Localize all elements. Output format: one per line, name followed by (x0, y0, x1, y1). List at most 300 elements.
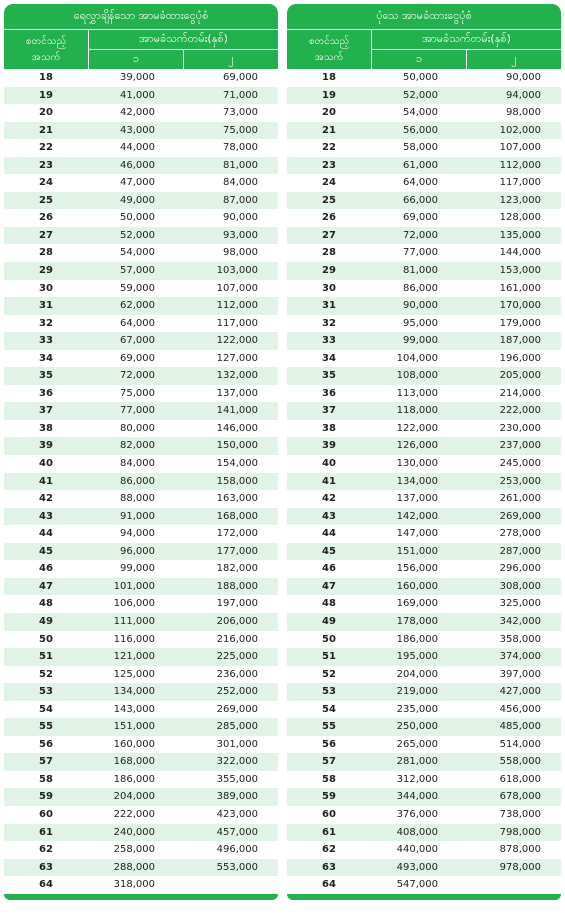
table-row (4, 806, 278, 824)
value-2yr-cell: 112,000 (499, 159, 541, 171)
table-row (4, 771, 278, 789)
value-2yr-cell: 161,000 (499, 282, 541, 294)
value-text: 64,000 (403, 177, 438, 189)
age-cell: 58 (322, 773, 336, 785)
table-row (4, 455, 278, 473)
value-1yr-cell (371, 297, 466, 315)
table-row (4, 543, 278, 561)
value-text: 43,000 (120, 124, 155, 136)
value-2yr-cell: 325,000 (499, 598, 541, 610)
value-2yr-cell: 358,000 (499, 633, 541, 645)
value-1yr-cell (371, 402, 466, 420)
value-1yr-cell (371, 209, 466, 227)
age-cell: 30 (322, 282, 336, 294)
age-cell: 39 (322, 440, 336, 452)
value-2yr-cell: 94,000 (506, 89, 541, 101)
value-1yr-cell (371, 683, 466, 701)
age-cell: 53 (39, 686, 53, 698)
table-row (287, 174, 561, 192)
value-text: 493,000 (396, 861, 438, 873)
age-cell: 36 (39, 387, 53, 399)
value-2yr-cell: 107,000 (499, 142, 541, 154)
value-1yr-cell (88, 104, 183, 122)
table-row (287, 385, 561, 403)
value-2yr-cell (183, 876, 278, 894)
table-row (4, 244, 278, 262)
age-header (287, 30, 372, 69)
value-1yr-cell (88, 859, 183, 877)
value-2yr-cell: 558,000 (499, 756, 541, 768)
value-1yr-cell (88, 788, 183, 806)
value-text: 219,000 (396, 686, 438, 698)
value-2yr-cell: 389,000 (216, 791, 258, 803)
table-row (4, 859, 278, 877)
table-row (4, 683, 278, 701)
value-text: 312,000 (396, 773, 438, 785)
value-1yr-cell (88, 543, 183, 561)
value-text: 240,000 (113, 826, 155, 838)
value-2yr-cell: 222,000 (499, 405, 541, 417)
value-text: 258,000 (113, 844, 155, 856)
value-2yr-cell: 456,000 (499, 703, 541, 715)
value-text: 49,000 (120, 194, 155, 206)
table-row (4, 315, 278, 333)
value-2yr-cell: 301,000 (216, 738, 258, 750)
table-row (4, 613, 278, 631)
value-1yr-cell (88, 876, 183, 894)
age-header-line1: စတင်သည့် (308, 35, 350, 47)
value-2yr-cell: 150,000 (216, 440, 258, 452)
value-2yr-cell: 81,000 (223, 159, 258, 171)
age-cell: 21 (39, 124, 53, 136)
table-row (287, 332, 561, 350)
value-2yr-cell: 618,000 (499, 773, 541, 785)
value-text: 46,000 (120, 159, 155, 171)
value-2yr-cell: 225,000 (216, 651, 258, 663)
value-1yr-cell (371, 648, 466, 666)
value-1yr-cell (371, 69, 466, 87)
age-cell: 60 (39, 808, 53, 820)
panel-title: ပုံသေ အာမခံထားငွေပုံစံ (287, 4, 561, 29)
value-text: 99,000 (120, 563, 155, 575)
table-row (4, 701, 278, 719)
value-text: 134,000 (113, 686, 155, 698)
value-text: 160,000 (113, 738, 155, 750)
value-2yr-cell: 205,000 (499, 370, 541, 382)
age-cell: 48 (39, 598, 53, 610)
value-2yr-cell: 90,000 (506, 72, 541, 83)
value-1yr-cell (371, 666, 466, 684)
table-row (4, 473, 278, 491)
table-row (287, 244, 561, 262)
value-1yr-cell (88, 209, 183, 227)
value-text: 116,000 (113, 633, 155, 645)
table-row (4, 876, 278, 894)
age-cell: 23 (322, 159, 336, 171)
value-1yr-cell (88, 578, 183, 596)
age-cell: 55 (39, 721, 53, 733)
value-2yr-cell: 878,000 (499, 844, 541, 856)
value-1yr-cell (88, 297, 183, 315)
table-row (4, 139, 278, 157)
value-2yr-cell: 137,000 (216, 387, 258, 399)
age-cell: 56 (39, 738, 53, 750)
value-1yr-cell (88, 806, 183, 824)
value-text: 88,000 (120, 493, 155, 505)
value-1yr-cell (371, 771, 466, 789)
value-2yr-cell: 678,000 (499, 791, 541, 803)
value-2yr-cell: 355,000 (216, 773, 258, 785)
value-1yr-cell (88, 560, 183, 578)
value-text: 235,000 (396, 703, 438, 715)
age-cell: 22 (39, 142, 53, 154)
value-1yr-cell (88, 420, 183, 438)
value-1yr-cell (88, 824, 183, 842)
table-body (287, 69, 561, 894)
value-text: 94,000 (120, 528, 155, 540)
age-cell: 31 (322, 300, 336, 312)
value-1yr-cell (371, 824, 466, 842)
value-text: 160,000 (396, 580, 438, 592)
table-row (4, 332, 278, 350)
value-1yr-cell (371, 543, 466, 561)
age-cell: 46 (39, 563, 53, 575)
table-row (287, 402, 561, 420)
premium-header (372, 30, 561, 69)
age-cell: 61 (322, 826, 336, 838)
value-2yr-cell: 738,000 (499, 808, 541, 820)
value-2yr-cell: 102,000 (499, 124, 541, 136)
value-text: 178,000 (396, 615, 438, 627)
value-text: 281,000 (396, 756, 438, 768)
value-text: 41,000 (120, 89, 155, 101)
value-2yr-cell: 154,000 (216, 458, 258, 470)
table-row (4, 437, 278, 455)
age-cell: 64 (39, 879, 53, 891)
value-text: 143,000 (113, 703, 155, 715)
table-row (4, 718, 278, 736)
age-cell: 54 (39, 703, 53, 715)
value-text: 86,000 (403, 282, 438, 294)
column-2-header: ၂ (511, 51, 517, 65)
value-2yr-cell: 296,000 (499, 563, 541, 575)
value-1yr-cell (88, 508, 183, 526)
value-1yr-cell (371, 262, 466, 280)
age-cell: 48 (322, 598, 336, 610)
value-1yr-cell (371, 192, 466, 210)
table-row (287, 104, 561, 122)
age-cell: 37 (39, 405, 53, 417)
table-row (287, 420, 561, 438)
value-1yr-cell (88, 350, 183, 368)
value-text: 118,000 (396, 405, 438, 417)
value-1yr-cell (371, 139, 466, 157)
value-1yr-cell (371, 736, 466, 754)
value-text: 80,000 (120, 422, 155, 434)
value-1yr-cell (371, 420, 466, 438)
table-row (4, 508, 278, 526)
value-2yr-cell: 252,000 (216, 686, 258, 698)
value-2yr-cell: 127,000 (216, 352, 258, 364)
value-1yr-cell (371, 122, 466, 140)
value-1yr-cell (371, 718, 466, 736)
table-row (287, 280, 561, 298)
age-cell: 19 (39, 89, 53, 101)
table-row (287, 595, 561, 613)
age-cell: 49 (322, 615, 336, 627)
value-2yr-cell: 553,000 (216, 861, 258, 873)
value-text: 66,000 (403, 194, 438, 206)
age-cell: 35 (322, 370, 336, 382)
value-1yr-cell (371, 104, 466, 122)
value-text: 108,000 (396, 370, 438, 382)
table-row (4, 192, 278, 210)
value-1yr-cell (371, 473, 466, 491)
value-1yr-cell (88, 437, 183, 455)
value-2yr-cell: 98,000 (506, 107, 541, 119)
table-row (4, 420, 278, 438)
value-1yr-cell (88, 701, 183, 719)
value-2yr-cell: 84,000 (223, 177, 258, 189)
age-cell: 22 (322, 142, 336, 154)
table-row (287, 613, 561, 631)
value-1yr-cell (88, 385, 183, 403)
age-cell: 45 (39, 545, 53, 557)
value-2yr-cell: 269,000 (216, 703, 258, 715)
value-2yr-cell: 485,000 (499, 721, 541, 733)
value-text: 72,000 (403, 229, 438, 241)
value-text: 151,000 (396, 545, 438, 557)
table-row (287, 437, 561, 455)
value-text: 91,000 (120, 510, 155, 522)
value-2yr-cell: 103,000 (216, 265, 258, 277)
table-row (4, 736, 278, 754)
value-text: 67,000 (120, 335, 155, 347)
value-2yr-cell: 112,000 (216, 300, 258, 312)
value-text: 408,000 (396, 826, 438, 838)
value-2yr-cell: 179,000 (499, 317, 541, 329)
table-row (287, 666, 561, 684)
value-1yr-cell (88, 631, 183, 649)
value-text: 122,000 (396, 422, 438, 434)
value-2yr-cell: 73,000 (223, 107, 258, 119)
value-2yr-cell: 308,000 (499, 580, 541, 592)
value-text: 126,000 (396, 440, 438, 452)
table-row (287, 367, 561, 385)
table-row (287, 578, 561, 596)
age-cell: 62 (39, 844, 53, 856)
value-1yr-cell (88, 666, 183, 684)
value-2yr-cell: 457,000 (216, 826, 258, 838)
table-header (4, 29, 278, 69)
age-cell: 46 (322, 563, 336, 575)
value-2yr-cell: 177,000 (216, 545, 258, 557)
value-text: 151,000 (113, 721, 155, 733)
age-cell: 42 (322, 493, 336, 505)
value-1yr-cell (371, 631, 466, 649)
table-row (287, 455, 561, 473)
value-1yr-cell (88, 139, 183, 157)
value-2yr-cell: 798,000 (499, 826, 541, 838)
table-row (287, 69, 561, 87)
value-text: 186,000 (113, 773, 155, 785)
value-1yr-cell (371, 157, 466, 175)
age-cell: 47 (322, 580, 336, 592)
value-2yr-cell: 71,000 (223, 89, 258, 101)
value-text: 57,000 (120, 265, 155, 277)
premium-header-title: အာမခံသက်တမ်း(နှစ်) (89, 30, 278, 50)
value-2yr-cell: 123,000 (499, 194, 541, 206)
value-2yr-cell: 93,000 (223, 229, 258, 241)
value-1yr-cell (371, 385, 466, 403)
value-text: 61,000 (403, 159, 438, 171)
value-2yr-cell: 146,000 (216, 422, 258, 434)
age-cell: 19 (322, 89, 336, 101)
age-header (4, 30, 89, 69)
table-row (4, 595, 278, 613)
age-cell: 40 (322, 458, 336, 470)
column-1-header: ၁ (89, 50, 184, 69)
value-text: 50,000 (403, 72, 438, 83)
value-text: 547,000 (396, 879, 438, 891)
age-cell: 62 (322, 844, 336, 856)
table-body (4, 69, 278, 894)
value-1yr-cell (371, 788, 466, 806)
value-1yr-cell (88, 280, 183, 298)
table-row (4, 631, 278, 649)
age-cell: 59 (322, 791, 336, 803)
value-2yr-cell: 261,000 (499, 493, 541, 505)
age-cell: 37 (322, 405, 336, 417)
premium-header-title: အာမခံသက်တမ်း(နှစ်) (372, 30, 561, 50)
table-row (4, 280, 278, 298)
value-text: 42,000 (120, 107, 155, 119)
value-text: 265,000 (396, 738, 438, 750)
value-1yr-cell (371, 227, 466, 245)
value-2yr-cell: 163,000 (216, 493, 258, 505)
value-2yr-cell: 78,000 (223, 142, 258, 154)
table-row (287, 87, 561, 105)
value-1yr-cell (371, 367, 466, 385)
value-1yr-cell (88, 455, 183, 473)
table-panel-right (287, 4, 561, 911)
table-row (4, 174, 278, 192)
age-cell: 50 (322, 633, 336, 645)
table-row (287, 753, 561, 771)
value-text: 77,000 (120, 405, 155, 417)
value-1yr-cell (371, 806, 466, 824)
value-text: 204,000 (396, 668, 438, 680)
table-row (287, 701, 561, 719)
value-1yr-cell (88, 753, 183, 771)
age-cell: 18 (322, 72, 336, 83)
value-2yr-cell: 98,000 (223, 247, 258, 259)
value-2yr-cell: 216,000 (216, 633, 258, 645)
value-1yr-cell (88, 174, 183, 192)
value-1yr-cell (371, 701, 466, 719)
table-row (287, 192, 561, 210)
table-row (287, 543, 561, 561)
value-1yr-cell (371, 876, 466, 894)
column-1-header: ၁ (372, 50, 467, 69)
value-text: 69,000 (403, 212, 438, 224)
value-1yr-cell (88, 192, 183, 210)
age-cell: 25 (322, 194, 336, 206)
value-1yr-cell (88, 332, 183, 350)
age-cell: 57 (39, 756, 53, 768)
value-text: 99,000 (403, 335, 438, 347)
value-2yr-cell: 496,000 (216, 844, 258, 856)
age-cell: 57 (322, 756, 336, 768)
value-text: 104,000 (396, 352, 438, 364)
age-cell: 28 (322, 247, 336, 259)
table-row (4, 227, 278, 245)
age-cell: 24 (322, 177, 336, 189)
age-cell: 58 (39, 773, 53, 785)
table-row (4, 525, 278, 543)
table-row (287, 490, 561, 508)
table-row (4, 262, 278, 280)
table-row (4, 104, 278, 122)
value-text: 137,000 (396, 493, 438, 505)
value-1yr-cell (371, 578, 466, 596)
value-text: 54,000 (403, 107, 438, 119)
age-cell: 44 (39, 528, 53, 540)
age-cell: 20 (39, 107, 53, 119)
value-2yr-cell: 278,000 (499, 528, 541, 540)
age-cell: 34 (39, 352, 53, 364)
value-text: 52,000 (120, 229, 155, 241)
value-text: 77,000 (403, 247, 438, 259)
value-text: 86,000 (120, 475, 155, 487)
age-cell: 44 (322, 528, 336, 540)
age-cell: 39 (39, 440, 53, 452)
age-header-line1: စတင်သည့် (25, 35, 67, 47)
value-text: 222,000 (113, 808, 155, 820)
value-text: 101,000 (113, 580, 155, 592)
value-1yr-cell (88, 244, 183, 262)
age-cell: 47 (39, 580, 53, 592)
table-row (4, 666, 278, 684)
age-cell: 52 (39, 668, 53, 680)
value-2yr-cell: 90,000 (223, 212, 258, 224)
table-row (287, 631, 561, 649)
age-cell: 35 (39, 370, 53, 382)
value-1yr-cell (88, 87, 183, 105)
age-cell: 27 (39, 229, 53, 241)
age-cell: 26 (322, 212, 336, 224)
value-2yr-cell: 144,000 (499, 247, 541, 259)
age-cell: 40 (39, 458, 53, 470)
table-row (4, 824, 278, 842)
value-text: 169,000 (396, 598, 438, 610)
value-text: 96,000 (120, 545, 155, 557)
value-2yr-cell: 153,000 (499, 265, 541, 277)
value-text: 142,000 (396, 510, 438, 522)
value-1yr-cell (371, 613, 466, 631)
value-text: 318,000 (113, 879, 155, 891)
value-1yr-cell (371, 753, 466, 771)
age-cell: 43 (39, 510, 53, 522)
age-cell: 38 (322, 422, 336, 434)
table-row (287, 315, 561, 333)
age-cell: 56 (322, 738, 336, 750)
age-cell: 33 (322, 335, 336, 347)
value-2yr-cell: 158,000 (216, 475, 258, 487)
age-cell: 23 (39, 159, 53, 171)
value-2yr-cell: 75,000 (223, 124, 258, 136)
value-text: 50,000 (120, 212, 155, 224)
